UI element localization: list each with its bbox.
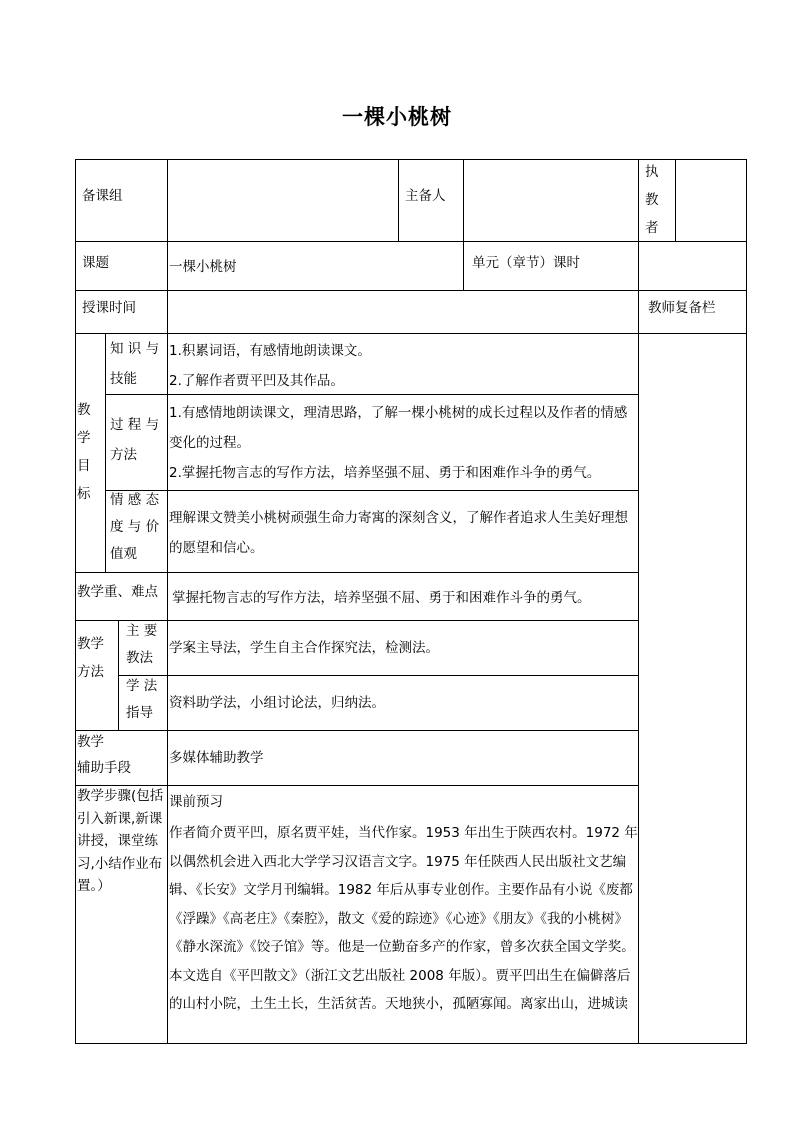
topic-value: 一棵小桃树 (169, 259, 237, 275)
process-methods-content: 1.有感情地朗读课文，理清思路，了解一棵小桃树的成长过程以及作者的情感 变化的过程。 2.掌握托物言志的写作方法，培养坚强不屈、勇于和困难作斗争的勇气。 (169, 405, 628, 481)
learning-guidance-value: 资料助学法，小组讨论法，归纳法。 (169, 695, 385, 711)
executor-label: 执 教 者 (645, 164, 659, 236)
teaching-method-label: 主 要 教法 (126, 623, 158, 666)
emotion-values-content: 理解课文赞美小桃树顽强生命力寄寓的深刻含义，了解作者追求人生美好理想 的愿望和信心。 (169, 510, 628, 556)
knowledge-skills-content: 1.积累词语，有感情地朗读课文。 2.了解作者贾平凹及其作品。 (169, 343, 371, 389)
teaching-aids-label: 教学 辅助手段 (77, 734, 131, 776)
preview-heading: 课前预习 (169, 794, 223, 810)
emotion-values-label: 情 感 态 度 与 价 值观 (110, 492, 160, 562)
methods-label: 教学 方法 (77, 636, 104, 680)
document-title: 一棵小桃树 (342, 105, 452, 129)
prep-group-label: 备课组 (82, 188, 123, 204)
key-points-label: 教学重、难点 (77, 584, 158, 600)
knowledge-skills-label: 知 识 与 技能 (110, 341, 160, 387)
lead-preparer-label: 主备人 (405, 188, 446, 204)
teaching-steps-label: 教学步骤(包括 引入新课,新课 讲授，课堂练 习,小结作业布 置。） (77, 788, 164, 894)
class-time-label: 授课时间 (82, 300, 136, 316)
objectives-label: 教 学 目 标 (77, 402, 91, 502)
topic-label: 课题 (82, 255, 109, 271)
learning-guidance-label: 学 法 指导 (126, 678, 158, 721)
key-points-value: 掌握托物言志的写作方法，培养坚强不屈、勇于和困难作斗争的勇气。 (172, 590, 591, 606)
teaching-method-value: 学案主导法，学生自主合作探究法，检测法。 (169, 640, 439, 656)
teaching-aids-value: 多媒体辅助教学 (169, 750, 264, 766)
teacher-review-label: 教师复备栏 (648, 300, 716, 316)
unit-lesson-label: 单元（章节）课时 (472, 255, 580, 271)
author-intro-text: 作者简介贾平凹，原名贾平娃，当代作家。1953 年出生于陕西农村。1972 年 以偶然机会进入西北大学学习汉语言文字。1975 年任陕西人民出版社文艺编 辑、《长安》文学月刊编辑。1982 年后从事专业创作。主要作品有小说《废都 《浮躁》《高老庄》《秦腔》，散文《爱的踪迹》《心迹》《朋友》《我的小桃树》 《静水深流》《饺子馆》等。他是一位勤奋多产的作家，曾多次获全国文学奖。 本文选自《平凹散文》（浙江文艺出版社 2008 年版）。贾平凹出生在偏僻落后 的山村小院，土生土长，生活贫苦。天地狭小，孤陋寡闻。离家出山，进城读 (169, 825, 638, 1012)
process-methods-label: 过 程 与 方法 (110, 417, 160, 463)
